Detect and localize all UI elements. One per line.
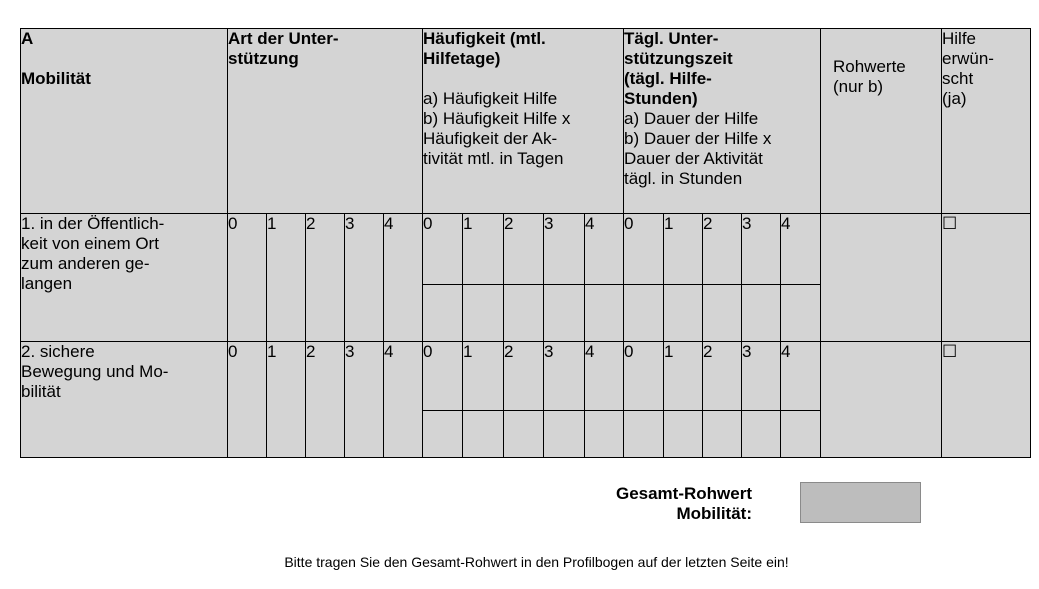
time-value-cell[interactable] — [781, 285, 821, 342]
support-option[interactable]: 4 — [384, 342, 423, 458]
frequency-value-cell[interactable] — [585, 285, 624, 342]
raw-value-field[interactable] — [821, 214, 942, 342]
frequency-option[interactable]: 1 — [463, 342, 504, 411]
time-value-cell[interactable] — [703, 285, 742, 342]
table-row — [21, 214, 1031, 285]
time-value-cell[interactable] — [781, 411, 821, 458]
frequency-option[interactable]: 3 — [544, 214, 585, 285]
frequency-option[interactable]: 0 — [423, 342, 463, 411]
support-option[interactable]: 1 — [267, 342, 306, 458]
instruction-note: Bitte tragen Sie den Gesamt-Rohwert in den Profilbogen auf der letzten Seite ein! — [284, 554, 789, 570]
support-option[interactable]: 4 — [384, 214, 423, 342]
time-value-cell[interactable] — [624, 285, 664, 342]
time-value-cell[interactable] — [742, 411, 781, 458]
time-value-cell[interactable] — [742, 285, 781, 342]
frequency-value-cell[interactable] — [544, 285, 585, 342]
frequency-value-cell[interactable] — [423, 285, 463, 342]
item-label: 1. in der Öffentlich- keit von einem Ort zum anderen ge- langen — [21, 214, 228, 342]
support-option[interactable]: 3 — [345, 342, 384, 458]
section-title: Mobilität — [21, 69, 91, 88]
time-option[interactable]: 1 — [664, 214, 703, 285]
total-raw-score-label: Gesamt-Rohwert Mobilität: — [615, 484, 752, 523]
frequency-value-cell[interactable] — [544, 411, 585, 458]
section-letter: A — [21, 29, 34, 48]
raw-values-header: Rohwerte (nur b) — [821, 29, 942, 214]
item-label: 2. sichere Bewegung und Mo- bilität — [21, 342, 228, 458]
raw-value-field[interactable] — [821, 342, 942, 458]
frequency-option[interactable]: 2 — [504, 214, 544, 285]
frequency-value-cell[interactable] — [585, 411, 624, 458]
time-value-cell[interactable] — [664, 411, 703, 458]
time-value-cell[interactable] — [664, 285, 703, 342]
time-option[interactable]: 3 — [742, 214, 781, 285]
frequency-value-cell[interactable] — [504, 411, 544, 458]
time-option[interactable]: 2 — [703, 214, 742, 285]
help-wanted-checkbox[interactable]: ☐ — [942, 342, 1031, 458]
time-option[interactable]: 2 — [703, 342, 742, 411]
time-option[interactable]: 4 — [781, 214, 821, 285]
support-option[interactable]: 0 — [228, 214, 267, 342]
frequency-option[interactable]: 2 — [504, 342, 544, 411]
table-row — [21, 342, 1031, 411]
help-wanted-checkbox[interactable]: ☐ — [942, 214, 1031, 342]
time-option[interactable]: 0 — [624, 214, 664, 285]
frequency-option[interactable]: 3 — [544, 342, 585, 411]
frequency-value-cell[interactable] — [463, 411, 504, 458]
frequency-option[interactable]: 1 — [463, 214, 504, 285]
frequency-value-cell[interactable] — [463, 285, 504, 342]
help-wanted-header: Hilfe erwün- scht (ja) — [942, 29, 1031, 214]
time-value-cell[interactable] — [703, 411, 742, 458]
time-option[interactable]: 1 — [664, 342, 703, 411]
frequency-option[interactable]: 4 — [585, 342, 624, 411]
time-value-cell[interactable] — [624, 411, 664, 458]
total-raw-score-field[interactable] — [800, 482, 921, 523]
time-option[interactable]: 4 — [781, 342, 821, 411]
mobility-assessment-table — [20, 28, 1031, 458]
support-option[interactable]: 2 — [306, 214, 345, 342]
support-option[interactable]: 3 — [345, 214, 384, 342]
support-option[interactable]: 0 — [228, 342, 267, 458]
support-option[interactable]: 2 — [306, 342, 345, 458]
section-header-cell — [21, 29, 228, 214]
header-row — [21, 29, 1031, 214]
frequency-header: Häufigkeit (mtl. Hilfetage) a) Häufigkeit Hilfe b) Häufigkeit Hilfe x Häufigkeit der Ak- tivität mtl. in Tagen — [423, 29, 624, 214]
time-option[interactable]: 0 — [624, 342, 664, 411]
frequency-value-cell[interactable] — [504, 285, 544, 342]
time-option[interactable]: 3 — [742, 342, 781, 411]
frequency-value-cell[interactable] — [423, 411, 463, 458]
daily-time-header: Tägl. Unter- stützungszeit (tägl. Hilfe- Stunden) a) Dauer der Hilfe b) Dauer der Hilfe x Dauer der Aktivität tägl. in Stunden — [624, 29, 821, 214]
support-type-header: Art der Unter- stützung — [228, 29, 423, 214]
frequency-option[interactable]: 4 — [585, 214, 624, 285]
frequency-option[interactable]: 0 — [423, 214, 463, 285]
support-option[interactable]: 1 — [267, 214, 306, 342]
